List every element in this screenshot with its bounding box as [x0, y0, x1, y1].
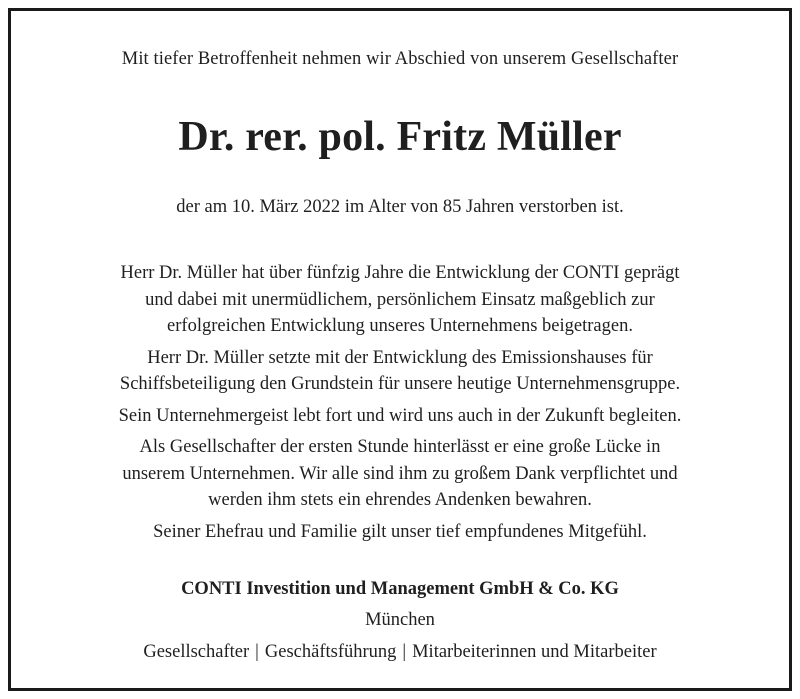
company-city: München [365, 610, 435, 630]
text-line: Als Gesellschafter der ersten Stunde hinterlässt er eine große Lücke in [139, 437, 661, 457]
tribute-paragraph [41, 434, 759, 514]
tribute-paragraph [41, 345, 759, 398]
obituary-frame [8, 8, 792, 691]
group-separator: | [255, 642, 259, 662]
text-line: werden ihm stets ein ehrendes Andenken bewahren. [208, 490, 592, 510]
text-line: Herr Dr. Müller setzte mit der Entwicklung des Emissionshauses für [147, 347, 653, 368]
tribute-paragraph [41, 260, 759, 340]
mourner-groups [11, 642, 789, 663]
group-shareholders: Gesellschafter [143, 642, 250, 662]
tribute-paragraph [41, 403, 759, 430]
text-line: Seiner Ehefrau und Familie gilt unser tief empfundenes Mitgefühl. [153, 521, 647, 542]
deceased-name: Dr. rer. pol. Fritz Müller [178, 114, 622, 160]
text-line: und dabei mit unermüdlichem, persönlichem Einsatz maßgeblich zur [145, 289, 655, 310]
group-management: Geschäftsführung [264, 642, 397, 662]
obituary-content [11, 11, 789, 688]
text-line: Sein Unternehmergeist lebt fort und wird uns auch in der Zukunft begleiten. [118, 405, 682, 426]
tribute-text [41, 260, 759, 550]
intro-text: Mit tiefer Betroffenheit nehmen wir Abschied von unserem Gesellschafter [121, 49, 679, 69]
text-line: unserem Unternehmen. Wir alle sind ihm zu großem Dank verpflichtet und [122, 463, 678, 484]
text-line: erfolgreichen Entwicklung unseres Unternehmens beigetragen. [167, 316, 633, 336]
tribute-paragraph [41, 519, 759, 546]
death-line: der am 10. März 2022 im Alter von 85 Jahren verstorben ist. [176, 197, 624, 217]
text-line: Herr Dr. Müller hat über fünfzig Jahre die Entwicklung der CONTI geprägt [120, 263, 680, 283]
group-employees: Mitarbeiterinnen und Mitarbeiter [412, 642, 657, 662]
group-separator: | [402, 642, 407, 662]
text-line: Schiffsbeteiligung den Grundstein für unsere heutige Unternehmensgruppe. [119, 374, 681, 394]
company-name: CONTI Investition und Management GmbH & Co. KG [181, 579, 619, 599]
